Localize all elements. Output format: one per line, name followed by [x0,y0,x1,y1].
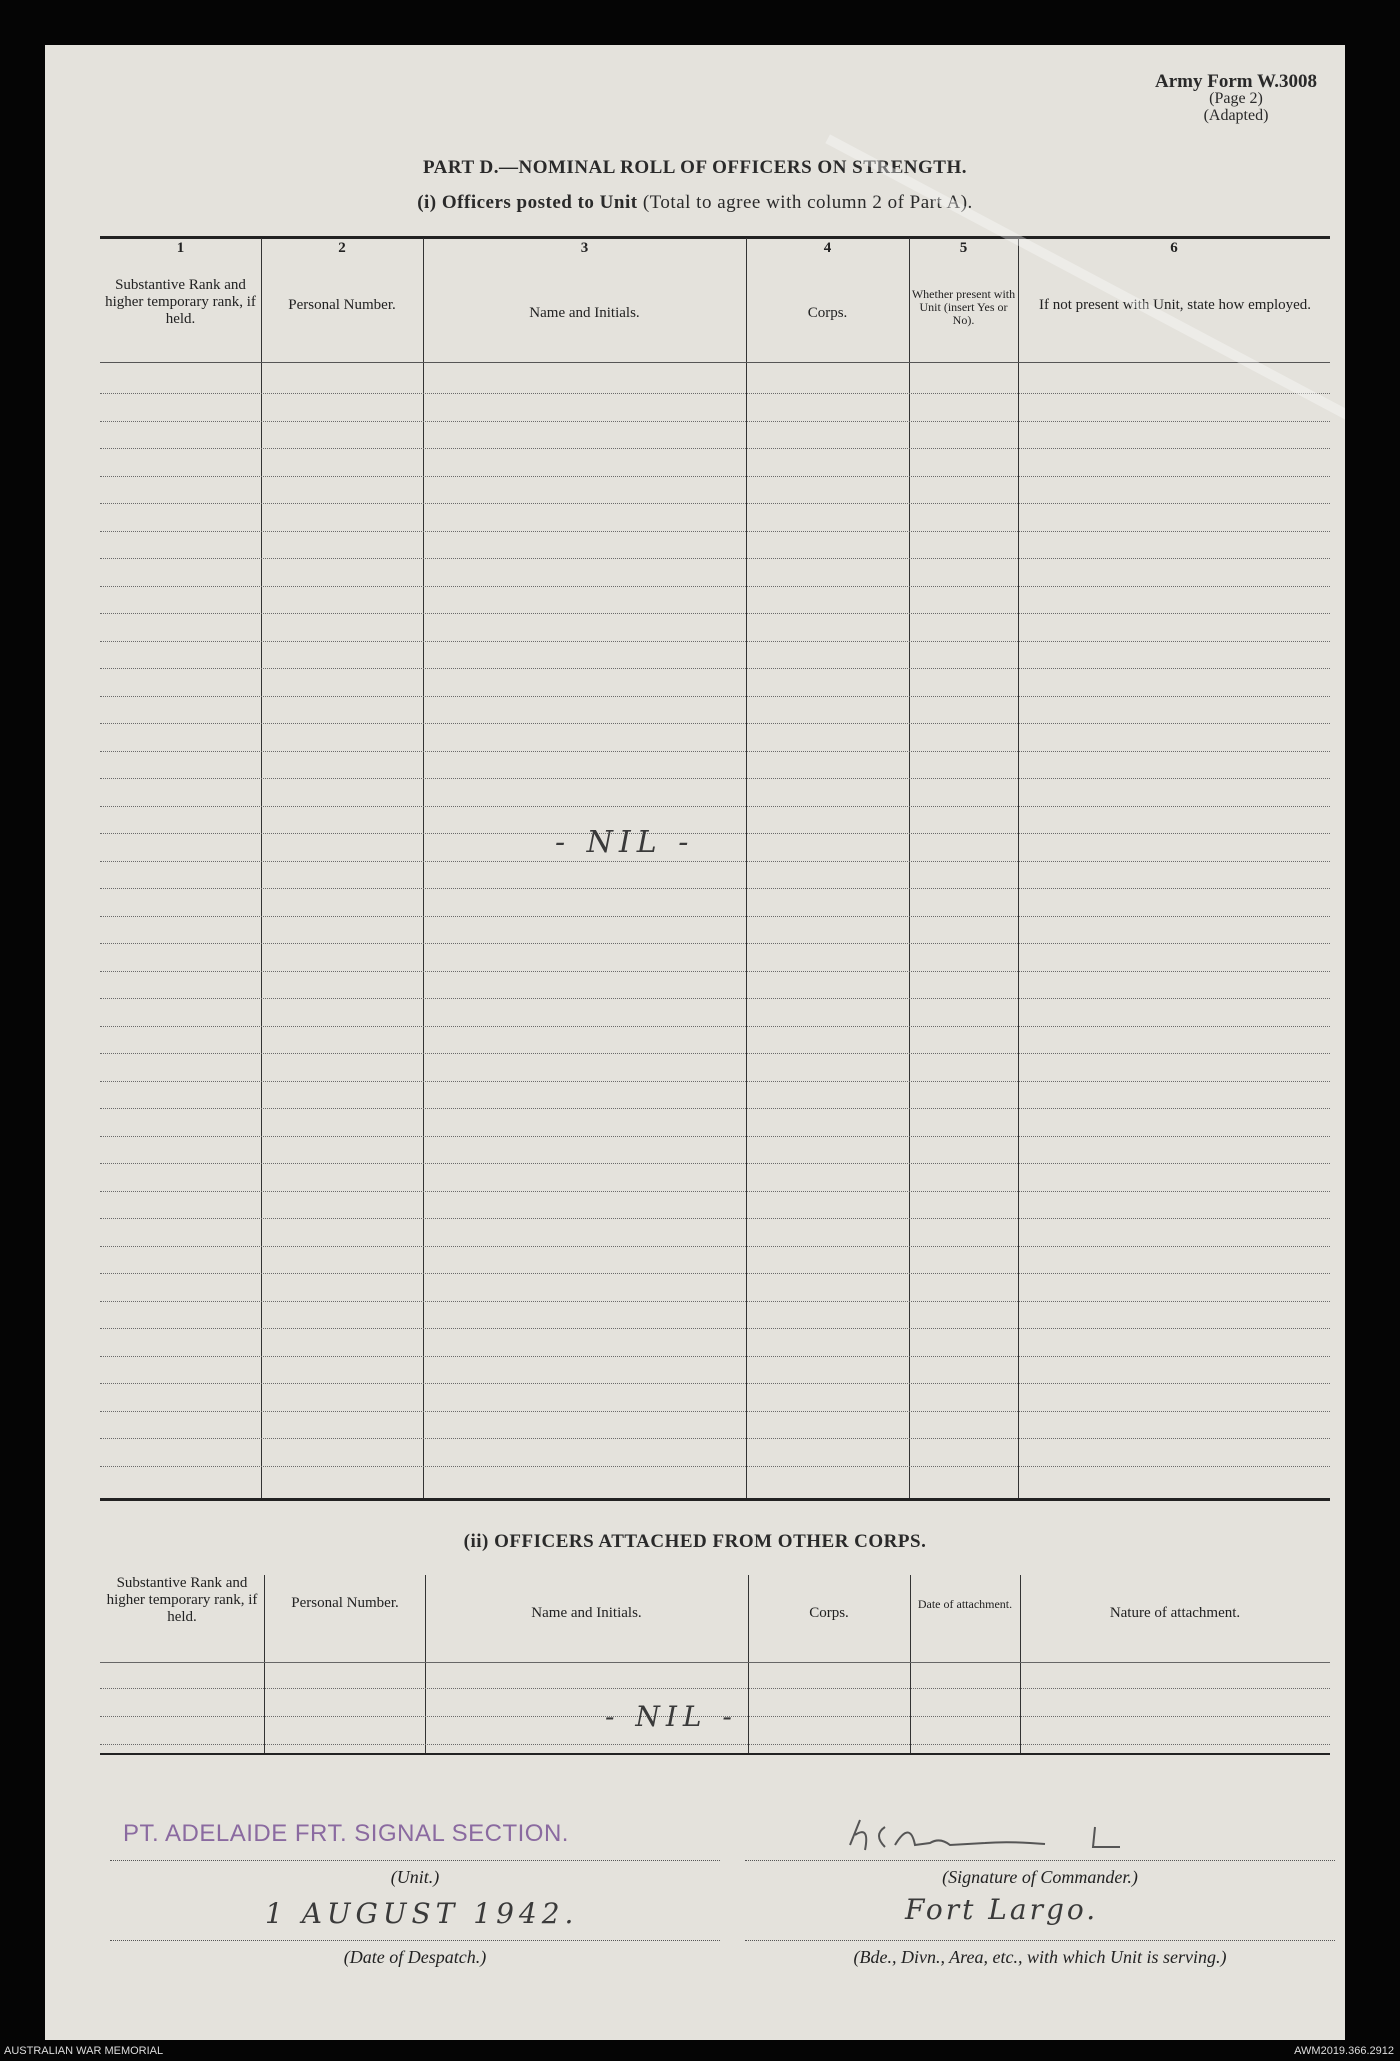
entry-row [100,1163,1330,1164]
unit-caption: (Unit.) [390,1867,440,1887]
date-line [110,1940,720,1941]
unit-location: Fort Largo. [905,1893,1099,1926]
entry-row [100,833,1330,834]
table-i-divider-2 [423,238,424,1498]
entry-row [100,1081,1330,1082]
form-adapted-note: (Adapted) [1203,107,1269,124]
table-i-top-rule [100,236,1330,239]
table-ii-divider-4 [910,1575,911,1753]
entry-row [100,1383,1330,1384]
entry-row [100,503,1330,504]
entry-row [100,723,1330,724]
entry-row [100,476,1330,477]
entry-row [100,641,1330,642]
entry-row [100,421,1330,422]
entry-row [100,558,1330,559]
table-i-divider-1 [261,238,262,1498]
form-header [1155,73,1317,124]
entry-row [100,1108,1330,1109]
entry-row [100,586,1330,587]
location-line [745,1940,1335,1941]
table-ii-heading-underline [100,1662,1330,1663]
entry-row [100,778,1330,779]
entry-row [100,1301,1330,1302]
table-ii-divider-3 [748,1575,749,1753]
entry-row [100,971,1330,972]
entry-row [100,1744,1330,1745]
location-caption: (Bde., Divn., Area, etc., with which Unit is serving.) [853,1947,1227,1967]
entry-row [100,531,1330,532]
entry-row [100,998,1330,999]
entry-row [100,1438,1330,1439]
heading-underline [1018,362,1330,363]
unit-line [110,1860,720,1861]
heading-underline [423,362,746,363]
form-page-number: (Page 2) [1209,90,1263,107]
column-heading: Corps. [809,1605,849,1621]
entry-row [100,1688,1330,1689]
heading-underline [909,362,1018,363]
entry-row [100,1246,1330,1247]
entry-row [100,393,1330,394]
column-number: 5 [959,240,968,256]
entry-row [100,1356,1330,1357]
entry-row [100,1466,1330,1467]
entry-row [100,1218,1330,1219]
column-heading: Personal Number. [288,297,396,313]
entry-row [100,1053,1330,1054]
entry-row [100,861,1330,862]
entry-row [100,888,1330,889]
column-number: 2 [338,240,346,256]
form-page [45,45,1345,2040]
column-heading: If not present with Unit, state how employed. [1038,297,1312,313]
column-number: 6 [1170,240,1178,256]
column-heading: Substantive Rank and higher temporary rank, if held. [105,277,256,327]
table-i-bottom-rule [100,1498,1330,1501]
entry-row [100,448,1330,449]
entry-row [100,943,1330,944]
archive-credit: AUSTRALIAN WAR MEMORIAL [4,2045,164,2057]
entry-row [100,668,1330,669]
column-number: 1 [176,240,185,256]
table-ii-divider-2 [425,1575,426,1753]
entry-row [100,1328,1330,1329]
entry-row [100,1136,1330,1137]
commander-signature [835,1815,1215,1860]
archive-accession: AWM2019.366.2912 [1294,2045,1394,2057]
nil-entry-i: - NIL - [555,825,695,860]
column-heading: Substantive Rank and higher temporary rank, if held. [106,1575,258,1625]
entry-row [100,696,1330,697]
column-number: 4 [823,240,832,256]
entry-row [100,751,1330,752]
form-number: Army Form W.3008 [1154,71,1317,92]
signature-line [745,1860,1335,1861]
table-i-divider-4 [909,238,910,1498]
section-i-suffix: (Total to agree with column 2 of Part A). [642,192,973,213]
heading-underline [100,362,261,363]
entry-row [100,806,1330,807]
table-ii-divider-5 [1020,1575,1021,1753]
entry-row [100,1411,1330,1412]
entry-row [100,916,1330,917]
table-ii-bottom-rule [100,1753,1330,1755]
column-heading: Whether present with Unit (insert Yes or No). [911,287,1016,327]
column-heading: Name and Initials. [529,305,640,321]
column-heading: Date of attachment. [917,1597,1013,1611]
section-i-title [45,192,1345,214]
entry-row [100,1273,1330,1274]
column-heading: Corps. [807,305,848,321]
section-ii-title: (ii) OFFICERS ATTACHED FROM OTHER CORPS. [463,1531,927,1552]
column-number: 3 [580,240,589,256]
nil-entry-ii: - NIL - [605,1700,738,1733]
column-heading: Nature of attachment. [1109,1605,1241,1621]
entry-row [100,1191,1330,1192]
part-title: PART D.—NOMINAL ROLL OF OFFICERS ON STRENGTH. [422,157,968,178]
date-caption: (Date of Despatch.) [343,1947,487,1967]
table-i-divider-3 [746,238,747,1498]
entry-row [100,613,1330,614]
unit-stamp: PT. ADELAIDE FRT. SIGNAL SECTION. [123,1820,569,1847]
table-ii-divider-1 [264,1575,265,1753]
column-heading: Name and Initials. [531,1605,642,1621]
heading-underline [261,362,423,363]
entry-row [100,1026,1330,1027]
column-heading: Personal Number. [291,1595,399,1611]
heading-underline [746,362,909,363]
signature-caption: (Signature of Commander.) [942,1867,1138,1887]
section-i-prefix: (i) Officers posted to Unit [417,192,638,213]
despatch-date: 1 AUGUST 1942. [265,1897,579,1930]
table-i-divider-5 [1018,238,1019,1498]
